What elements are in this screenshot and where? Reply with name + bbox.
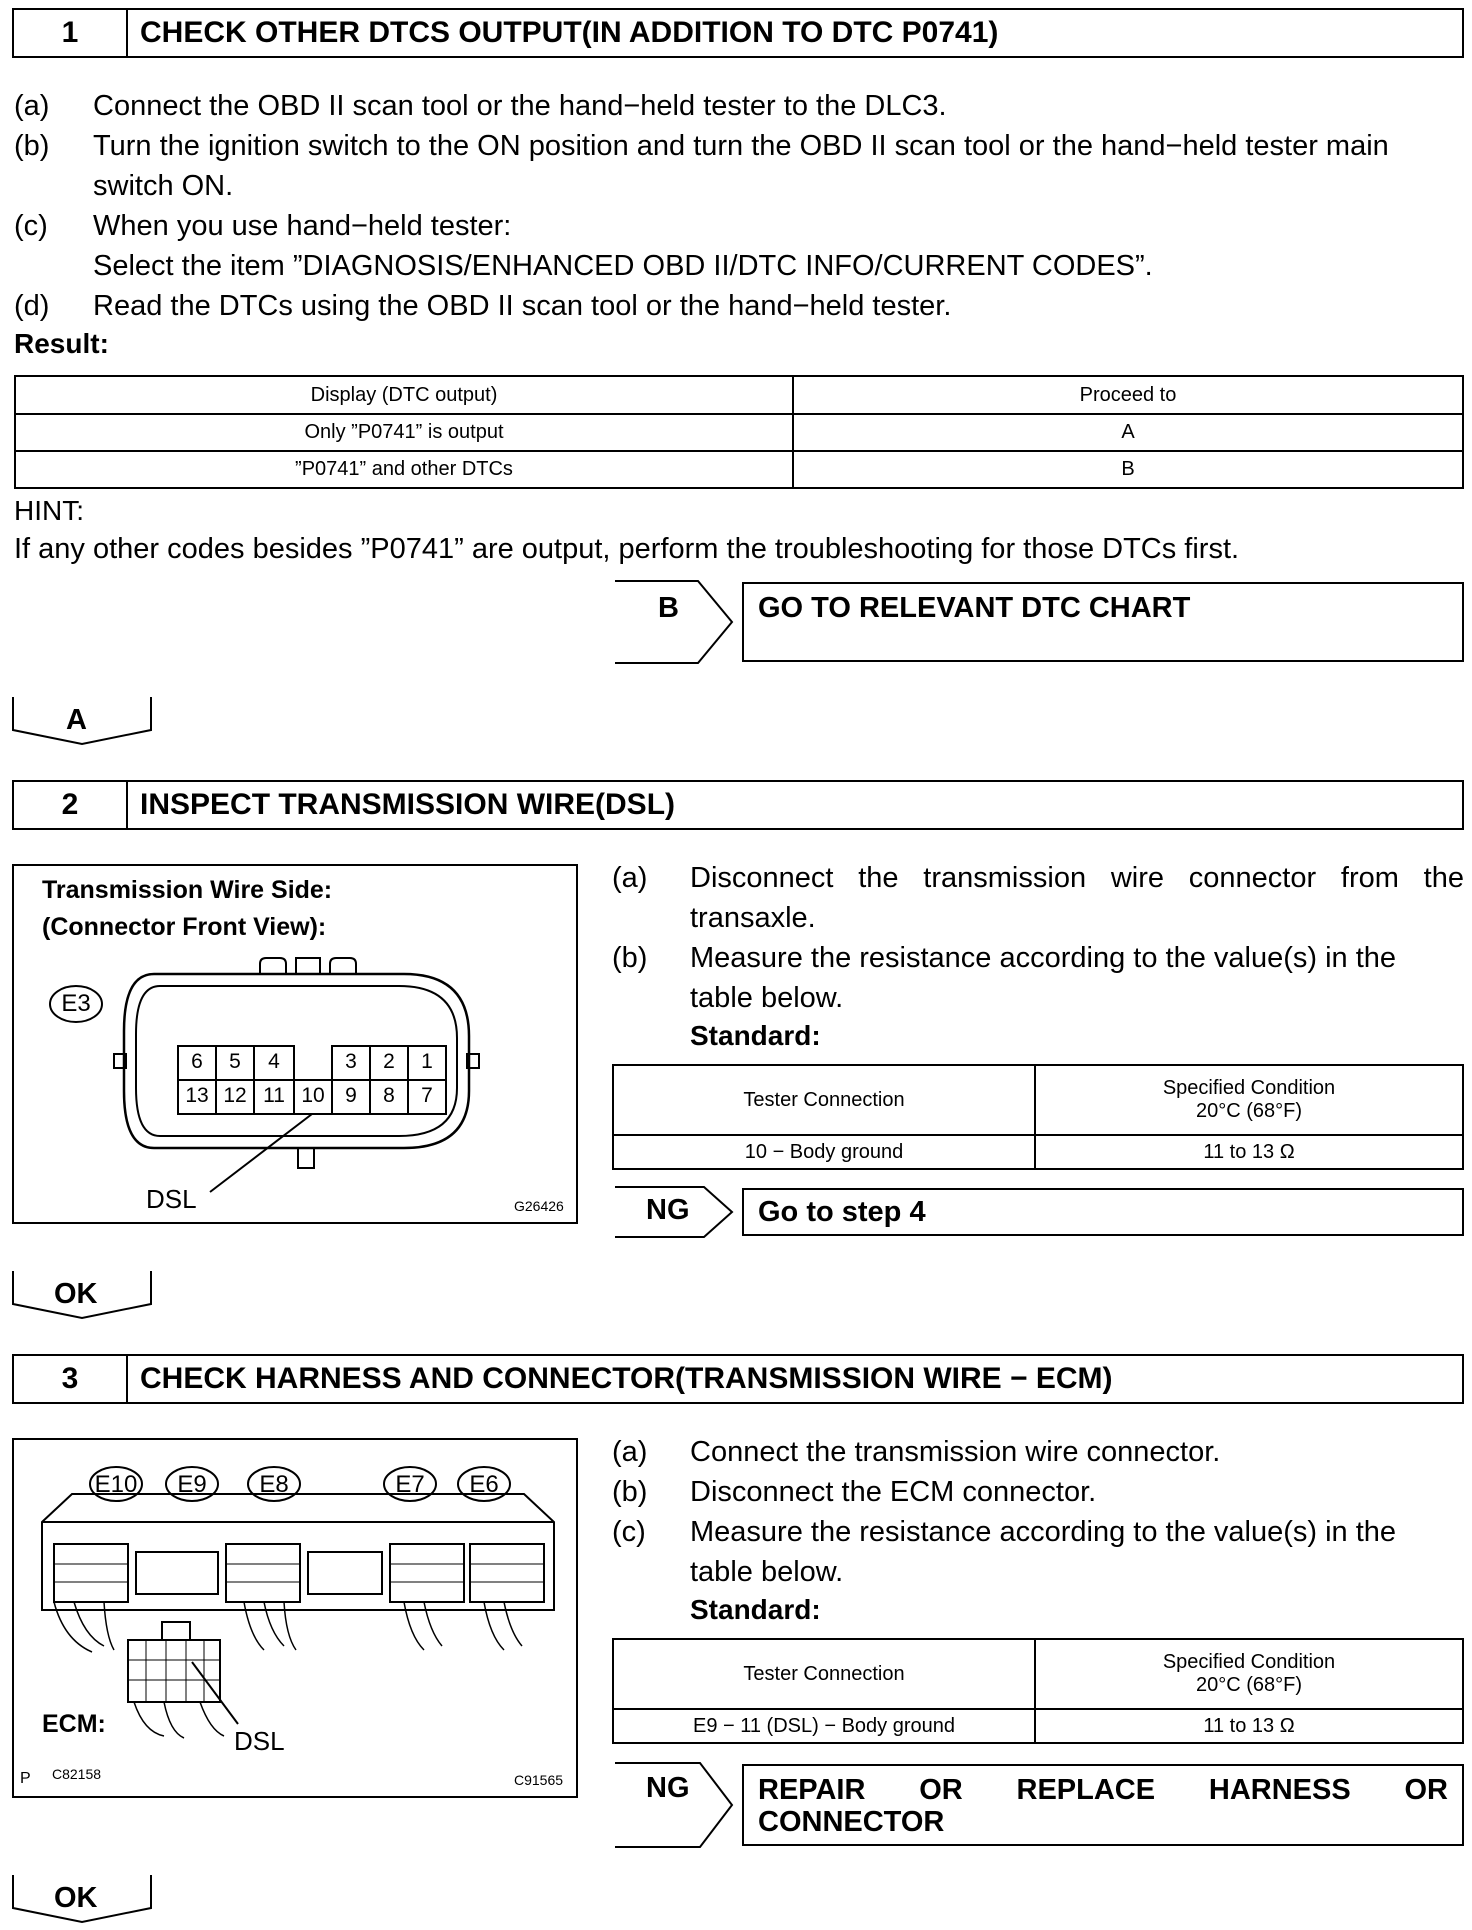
section-2-header — [12, 780, 1464, 830]
standard-table — [612, 1638, 1464, 1744]
step-label: (a) — [612, 1436, 648, 1468]
branch-tag-ng — [614, 1186, 742, 1238]
pin-label: 11 — [263, 1084, 285, 1107]
step-label: (c) — [612, 1516, 646, 1548]
hint-text: If any other codes besides ”P0741” are output, perform the troubleshooting for those DTCs first. — [14, 533, 1240, 565]
table-header: Proceed to — [793, 376, 1463, 414]
branch-action-text: REPAIR OR REPLACE HARNESS OR — [758, 1774, 1448, 1806]
branch-action-text: Go to step 4 — [758, 1196, 926, 1228]
branch-action-box — [742, 582, 1464, 662]
step-label: (b) — [14, 130, 50, 162]
table-header-line: Specified Condition — [1162, 1077, 1336, 1099]
table-cell: E9 − 11 (DSL) − Body ground — [613, 1709, 1035, 1743]
step-c — [612, 1512, 1464, 1592]
dsl-label: DSL — [146, 1184, 197, 1214]
step-b — [14, 126, 1472, 206]
pin-label: 10 — [301, 1084, 325, 1107]
branch-tag-label: NG — [646, 1772, 690, 1804]
figure-code: C91565 — [514, 1772, 564, 1788]
table-header: Tester Connection — [613, 1639, 1035, 1709]
section-number: 3 — [14, 1356, 128, 1402]
step-text: When you use hand−held tester: — [93, 210, 512, 242]
pin-label: 12 — [223, 1084, 247, 1107]
branch-tag-label: NG — [646, 1194, 690, 1226]
branch-tag-b — [614, 580, 742, 664]
section-number: 2 — [14, 782, 128, 828]
step-a — [612, 858, 1464, 938]
step-label: (a) — [612, 862, 648, 894]
branch-tag-ng — [614, 1762, 742, 1848]
section-title: INSPECT TRANSMISSION WIRE(DSL) — [140, 788, 676, 821]
section-3-header — [12, 1354, 1464, 1404]
table-header-line: Specified Condition — [1162, 1651, 1336, 1673]
step-text: Select the item ”DIAGNOSIS/ENHANCED OBD II/DTC INFO/CURRENT CODES”. — [93, 250, 1153, 282]
table-cell: B — [793, 451, 1463, 488]
connector-id-label: E3 — [61, 990, 91, 1017]
connector-id-label: E8 — [259, 1471, 289, 1498]
next-tag-ok — [12, 1270, 152, 1320]
step-text: Read the DTCs using the OBD II scan tool or the hand−held tester. — [93, 290, 952, 322]
pin-label: 4 — [268, 1050, 280, 1073]
section-title: CHECK HARNESS AND CONNECTOR(TRANSMISSION WIRE − ECM) — [140, 1362, 1113, 1395]
section-number: 1 — [14, 10, 128, 56]
step-text: Measure the resistance according to the value(s) in the — [690, 1516, 1397, 1548]
table-header — [1035, 1639, 1463, 1709]
branch-action-box — [742, 1764, 1464, 1846]
next-tag-label: A — [66, 704, 87, 736]
step-a — [14, 86, 1464, 126]
branch-action-text: CONNECTOR — [758, 1806, 945, 1838]
table-cell: 11 to 13 Ω — [1035, 1135, 1463, 1169]
pin-label: 9 — [345, 1084, 357, 1107]
table-header-line: 20°C (68°F) — [1195, 1674, 1303, 1696]
step-text: Disconnect the ECM connector. — [690, 1476, 1097, 1508]
step-b — [612, 938, 1464, 1018]
section-title: CHECK OTHER DTCS OUTPUT(IN ADDITION TO DTC P0741) — [140, 16, 999, 49]
step-text: Connect the OBD II scan tool or the hand−held tester to the DLC3. — [93, 90, 947, 122]
step-text: table below. — [690, 1556, 844, 1588]
connector-diagram — [12, 864, 578, 1224]
connector-id-label: E7 — [395, 1471, 425, 1498]
next-tag-ok — [12, 1874, 152, 1924]
connector-id-label: E6 — [469, 1471, 499, 1498]
result-table — [14, 375, 1464, 489]
next-tag-label: OK — [54, 1278, 98, 1310]
step-text: Disconnect the transmission wire connector from the — [690, 862, 1464, 894]
table-cell: A — [793, 414, 1463, 451]
step-text: Turn the ignition switch to the ON position and turn the OBD II scan tool or the hand−held tester main — [93, 130, 1389, 162]
pin-label: 1 — [421, 1050, 433, 1073]
pin-label: 7 — [421, 1084, 433, 1107]
branch-tag-label: B — [658, 592, 679, 624]
pin-label: 3 — [345, 1050, 357, 1073]
figure-code: C82158 — [52, 1766, 102, 1782]
diagram-caption: (Connector Front View): — [42, 913, 327, 941]
step-b — [612, 1472, 1464, 1512]
step-text: transaxle. — [690, 902, 816, 934]
branch-action-text: GO TO RELEVANT DTC CHART — [758, 592, 1191, 624]
table-header: Display (DTC output) — [15, 376, 793, 414]
step-text: switch ON. — [93, 170, 234, 202]
step-text: Measure the resistance according to the value(s) in the — [690, 942, 1397, 974]
table-header-line: 20°C (68°F) — [1195, 1100, 1303, 1122]
standard-table — [612, 1064, 1464, 1170]
table-header — [1035, 1065, 1463, 1135]
next-tag-a — [12, 696, 152, 746]
connector-icon — [14, 866, 576, 1222]
figure-code: G26426 — [514, 1198, 564, 1214]
step-text: Connect the transmission wire connector. — [690, 1436, 1221, 1468]
step-label: (a) — [14, 90, 50, 122]
p-mark: P — [20, 1770, 31, 1787]
step-c — [14, 206, 1464, 286]
standard-label: Standard: — [690, 1594, 821, 1625]
step-label: (b) — [612, 1476, 648, 1508]
step-label: (c) — [14, 210, 48, 242]
connector-id-label: E9 — [177, 1471, 207, 1498]
pin-label: 8 — [383, 1084, 395, 1107]
standard-label: Standard: — [690, 1020, 821, 1051]
pin-label: 13 — [185, 1084, 209, 1107]
section-1-header — [12, 8, 1464, 58]
pin-label: 6 — [191, 1050, 203, 1073]
table-cell: ”P0741” and other DTCs — [15, 451, 793, 488]
pin-label: 2 — [383, 1050, 395, 1073]
step-a — [612, 1432, 1464, 1472]
step-text: table below. — [690, 982, 844, 1014]
next-tag-label: OK — [54, 1882, 98, 1914]
connector-id-label: E10 — [94, 1471, 138, 1498]
step-label: (d) — [14, 290, 50, 322]
pin-label: 5 — [229, 1050, 241, 1073]
result-label: Result: — [14, 328, 109, 359]
hint-label: HINT: — [14, 495, 84, 526]
table-cell: Only ”P0741” is output — [15, 414, 793, 451]
diagram-caption: Transmission Wire Side: — [42, 876, 333, 904]
step-label: (b) — [612, 942, 648, 974]
table-cell: 11 to 13 Ω — [1035, 1709, 1463, 1743]
table-header: Tester Connection — [613, 1065, 1035, 1135]
ecm-diagram — [12, 1438, 578, 1798]
dsl-label: DSL — [234, 1726, 285, 1756]
ecm-label: ECM: — [42, 1710, 106, 1738]
branch-action-box — [742, 1188, 1464, 1236]
step-d — [14, 286, 1464, 326]
table-cell: 10 − Body ground — [613, 1135, 1035, 1169]
